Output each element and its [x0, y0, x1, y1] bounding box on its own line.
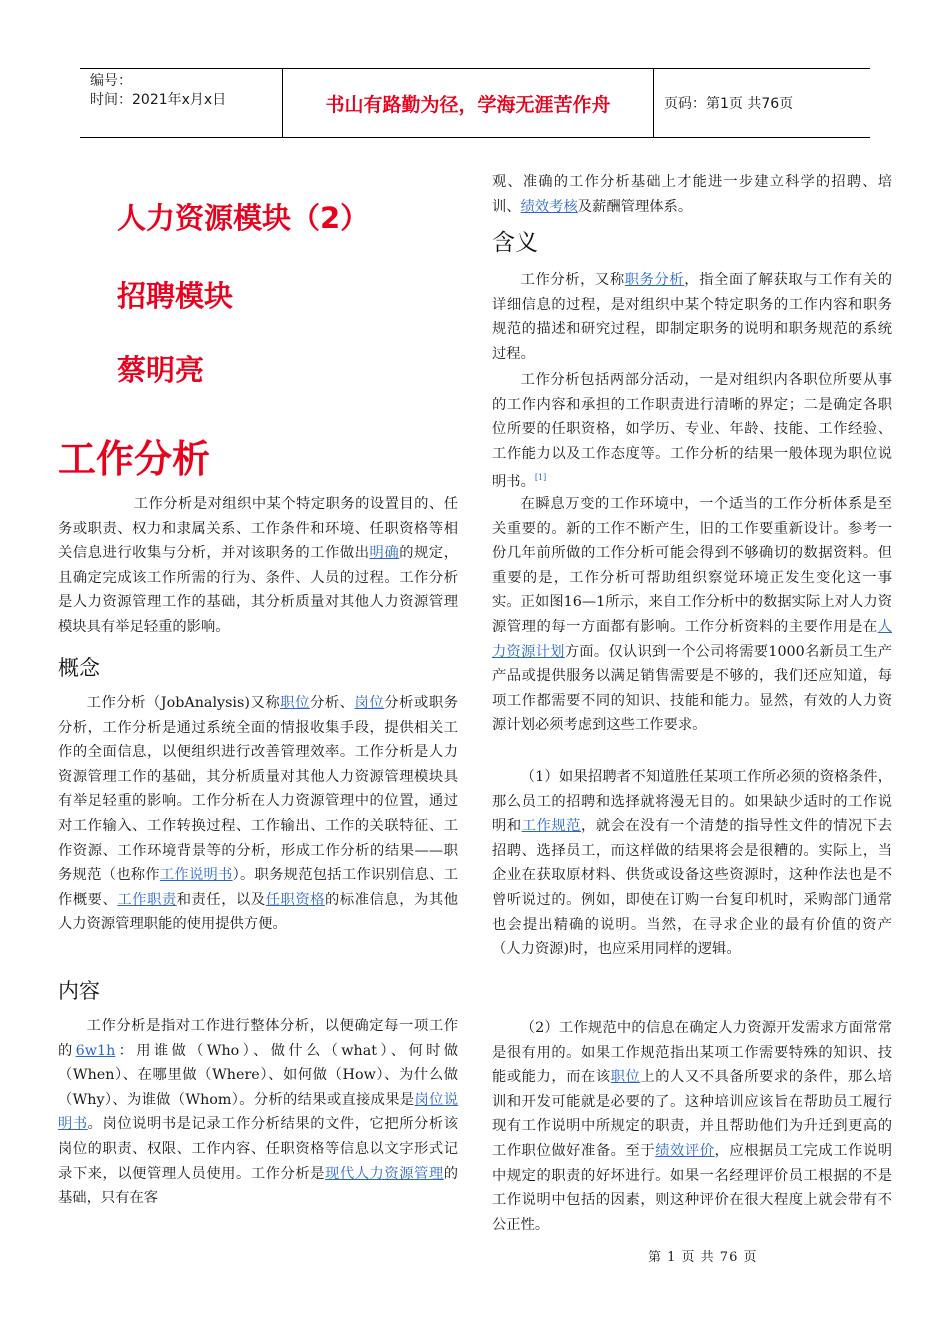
cont-text-2: 及薪酬管理体系。	[577, 198, 693, 215]
link-position[interactable]: 职位	[610, 1069, 641, 1086]
p3-text-2: 方面。仅认识到一个公司将需要1000名新员工生产产品或提供服务以满足销售需要是不够的，我们还应知道，每项工作都需要不同的知识、技能和能力。显然，有效的人力资源计划必须考虑到这些工作要求。	[492, 643, 893, 734]
content-text-2: ：用谁做（Who）、做什么（what）、何时做（When）、在哪里做（Where）、如何做（How）、为什么做（Why）、为谁做（Whom）。分析的结果或直接成果是	[58, 1042, 458, 1108]
link-modern-hrm[interactable]: 现代人力资源管理	[325, 1165, 444, 1182]
content-heading: 内容	[58, 979, 100, 1003]
meaning-paragraph-1	[492, 268, 892, 366]
p5-text-1: （2）工作规范中的信息在确定人力资源开发需求方面常常是很有用的。如果工作规范指出某项工作需要特殊的知识、技能或能力，而在该	[492, 1020, 892, 1086]
meaning-paragraph-4	[492, 765, 892, 962]
intro-paragraph	[58, 492, 458, 640]
header-page-info: 页码：第1页 共76页	[664, 96, 794, 112]
cont-text-1: 观、准确的工作分析基础上才能进一步建立科学的招聘、培训、	[492, 174, 892, 215]
p4-text-1: （1）如果招聘者不知道胜任某项工作所必须的资格条件，那么员工的招聘和选择就将漫无目的。如果缺少适时的工作说明和	[492, 769, 892, 835]
content-text-3: 。岗位说明书是记录工作分析结果的文件，它把所分析该岗位的职责、权限、工作内容、任职资格等信息以文字形式记录下来，以便管理人员使用。工作分析是	[58, 1116, 458, 1182]
page-header	[80, 68, 870, 138]
p1-text-2: ，指全面了解获取与工作有关的详细信息的过程，是对组织中某个特定职务的工作内容和职务规范的描述和研究过程，即制定职务的说明和职务规范的系统过程。	[492, 272, 893, 362]
cover-author: 蔡明亮	[117, 353, 205, 387]
concept-text-4: ）。职务规范包括工作识别信息、工作概要、	[58, 867, 459, 908]
link-job-description[interactable]: 工作说明书	[159, 867, 233, 884]
header-meta	[80, 69, 282, 137]
link-job-specification[interactable]: 工作规范	[521, 818, 582, 835]
link-6w1h[interactable]: 6w1h	[75, 1042, 116, 1059]
meaning-paragraph-3	[492, 492, 892, 738]
main-heading: 工作分析	[58, 437, 211, 481]
document-date-label: 时间：2021年x月x日	[90, 92, 227, 108]
concept-text-3: 分析或职务分析，工作分析是通过系统全面的情报收集手段，提供相关工作的全面信息，以便组织进行改善管理效率。工作分析是人力资源管理工作的基础，其分析质量对其他人力资源管理模块具有举足轻重的影响。工作分析在人力资源管理中的位置，通过对工作输入、工作转换过程、工作输出、工作的关联特征、工作资源、工作环境背景等的分析，形成工作分析的结果——职务规范（也称作	[58, 695, 459, 884]
link-job-duties[interactable]: 工作职责	[117, 891, 177, 908]
concept-text-5: 和责任，以及	[176, 891, 266, 908]
p2-text-1: 工作分析包括两部分活动，一是对组织内各职位所要从事的工作内容和承担的工作职责进行清晰的界定；二是确定各职位所要的任职资格，如学历、专业、年龄、技能、工作经验、工作能力以及工作态度等。工作分析的结果一般体现为职位说明书。	[492, 372, 892, 491]
concept-text-2: 分析、	[309, 695, 355, 711]
concept-text-6: 的标准信息，为其他人力资源管理职能的使用提供方便。	[58, 891, 459, 933]
link-zhiwei[interactable]: 职位	[280, 695, 310, 711]
continuation-paragraph	[492, 170, 892, 219]
link-hr-planning[interactable]: 人力资源计划	[492, 618, 892, 660]
link-gangwei[interactable]: 岗位	[354, 695, 385, 711]
p4-text-2: ，就会在没有一个清楚的指导性文件的情况下去招聘、选择员工，而这样做的结果将会是很糟的。实际上，当企业在获取原材料、供货或设备这些资源时，这种作法也是不曾听说过的。例如，即使在订购一台复印机时，采购部门通常也会提出精确的说明。当然，在寻求企业的最有价值的资产（人力资源)时，也应采用同样的逻辑。	[492, 818, 893, 958]
p3-text-1: 在瞬息万变的工作环境中，一个适当的工作分析体系是至关重要的。新的工作不断产生，旧的工作要重新设计。参考一份几年前所做的工作分析可能会得到不够确切的数据资料。但重要的是，工作分析可帮助组织察觉环境正发生变化这一事实。正如图16—1所示，来自工作分析中的数据实际上对人力资源管理的每一方面都有影响。工作分析资料的主要作用是在	[492, 496, 892, 635]
content-paragraph	[58, 1014, 458, 1211]
content-text-1: 工作分析是指对工作进行整体分析，以便确定每一项工作的	[58, 1018, 458, 1059]
meaning-heading: 含义	[492, 230, 538, 256]
link-performance-appraisal[interactable]: 绩效考核	[520, 198, 578, 215]
concept-paragraph	[58, 691, 458, 937]
link-mingque[interactable]: 明确	[369, 545, 400, 562]
p5-text-3: ，应根据员工完成工作说明中规定的职责的好坏进行。如果一名经理评价员工根据的不是工作说明中包括的因素，则这种评价在很大程度上就会带有不公正性。	[492, 1142, 893, 1233]
content-text-4: 的基础，只有在客	[58, 1165, 459, 1207]
link-job-analysis[interactable]: 职务分析	[624, 272, 685, 288]
cover-subtitle: 招聘模块	[117, 279, 234, 313]
intro-text-1: 工作分析是对组织中某个特定职务的设置目的、任务或职责、权力和隶属关系、工作条件和环境、任职资格等相关信息进行收集与分析，并对该职务的工作做出	[58, 496, 458, 562]
p1-text-1: 工作分析，又称	[520, 272, 625, 288]
meaning-paragraph-5	[492, 1016, 892, 1237]
link-performance-evaluation[interactable]: 绩效评价	[655, 1142, 715, 1159]
concept-heading: 概念	[58, 656, 100, 680]
link-post-description[interactable]: 岗位说明书	[58, 1091, 459, 1133]
page-footer: 第 1 页 共 76 页	[648, 1250, 758, 1265]
meaning-paragraph-2	[492, 368, 892, 495]
intro-text-2: 的规定，且确定完成该工作所需的行为、条件、人员的过程。工作分析是人力资源管理工作的基础，其分析质量对其他人力资源管理模块具有举足轻重的影响。	[58, 545, 459, 635]
header-motto: 书山有路勤为径，学海无涯苦作舟	[282, 69, 654, 137]
concept-text-1: 工作分析（JobAnalysis)又称	[86, 695, 281, 711]
citation-1[interactable]: [1]	[534, 473, 547, 483]
link-qualifications[interactable]: 任职资格	[265, 891, 326, 908]
cover-title: 人力资源模块（2）	[117, 201, 370, 235]
document-number-label: 编号：	[90, 73, 132, 89]
p5-text-2: 上的人又不具备所要求的条件，那么培训和开发可能就是必要的了。这种培训应该旨在帮助员工履行现有工作说明中所规定的职责，并且帮助他们为升迁到更高的工作职位做好准备。至于	[492, 1069, 893, 1159]
